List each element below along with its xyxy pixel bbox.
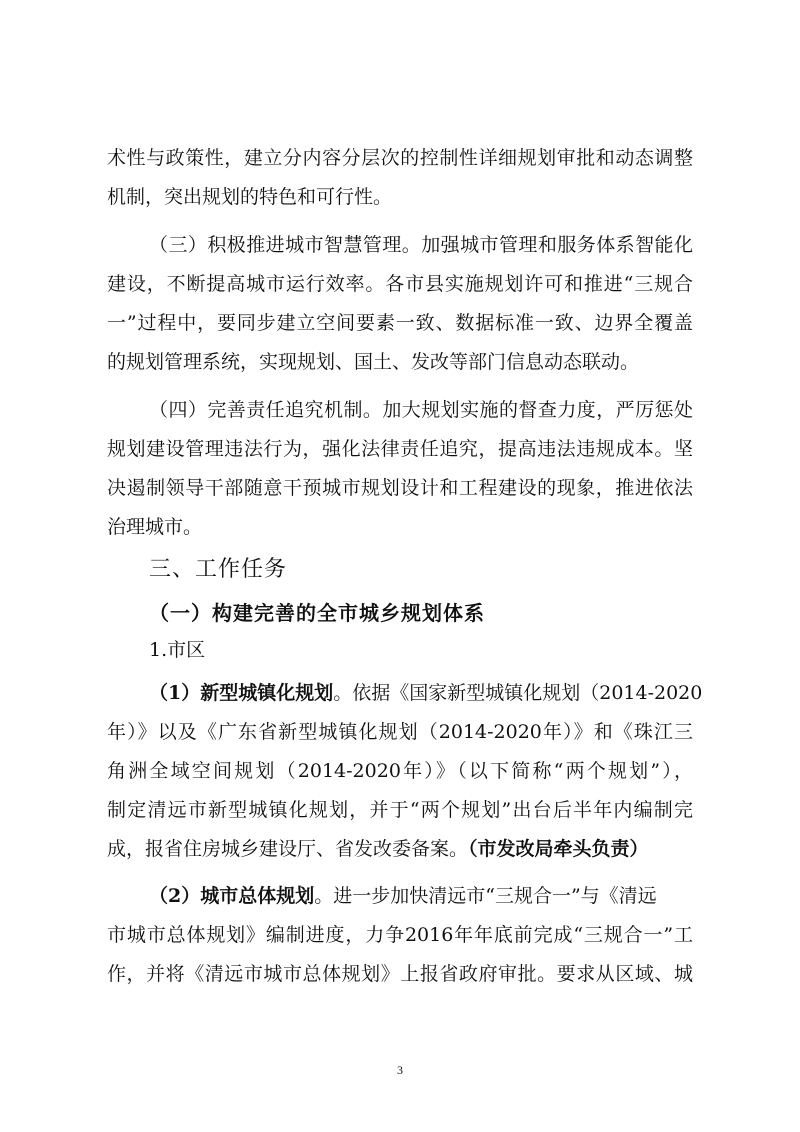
body-text-line: 决遏制领导干部随意干预城市规划设计和工程建设的现象，推进依法: [107, 477, 693, 499]
responsible-department: （市发改局牵头负责）: [468, 838, 649, 860]
paragraph-last-line: [107, 837, 649, 861]
body-text-line: 作，并将《清远市城市总体规划》上报省政府审批。要求从区域、城: [107, 963, 693, 985]
body-text-line: 规划建设管理违法行为，强化法律责任追究，提高违法违规成本。坚: [107, 438, 693, 460]
paragraph-text: 。进一步加快清远市“三规合一”与《清远: [314, 885, 657, 907]
section-heading: 三、工作任务: [149, 557, 288, 582]
body-text-line: 角洲全域空间规划（2014-2020年）》（以下简称“两个规划”），: [107, 760, 693, 782]
body-text-line: 建设，不断提高城市运行效率。各市县实施规划许可和推进“三规合: [107, 273, 693, 295]
body-text-line: 术性与政策性，建立分内容分层次的控制性详细规划审批和动态调整: [107, 147, 693, 169]
page-number: 3: [397, 1063, 403, 1077]
body-text-line: 制定清远市新型城镇化规划，并于“两个规划”出台后半年内编制完: [107, 799, 693, 821]
body-text-line: 年）》以及《广东省新型城镇化规划（2014-2020年）》和《珠江三: [107, 721, 693, 743]
body-text-line: （三）积极推进城市智慧管理。加强城市管理和服务体系智能化: [149, 234, 693, 256]
body-text-line: 一”过程中，要同步建立空间要素一致、数据标准一致、边界全覆盖: [107, 312, 693, 334]
paragraph-first-line: [149, 681, 702, 705]
body-text-line: 的规划管理系统，实现规划、国土、发改等部门信息动态联动。: [107, 351, 640, 373]
body-text-line: 治理城市。: [107, 516, 203, 538]
item-heading: 1.市区: [149, 639, 206, 661]
subsection-heading: （一）构建完善的全市城乡规划体系: [149, 601, 485, 625]
body-text-line: （四）完善责任追究机制。加大规划实施的督查力度，严厉惩处: [149, 399, 693, 421]
paragraph-first-line: [149, 884, 657, 908]
paragraph-text: 成，报省住房城乡建设厅、省发改委备案。: [107, 838, 469, 860]
paragraph-text: 。依据《国家新型城镇化规划（2014-2020: [333, 682, 703, 704]
body-text-line: 机制，突出规划的特色和可行性。: [107, 186, 393, 208]
paragraph-label: （1）新型城镇化规划: [149, 682, 334, 704]
body-text-line: 市城市总体规划》编制进度，力争2016年年底前完成“三规合一”工: [107, 924, 693, 946]
paragraph-label: （2）城市总体规划: [149, 885, 315, 907]
